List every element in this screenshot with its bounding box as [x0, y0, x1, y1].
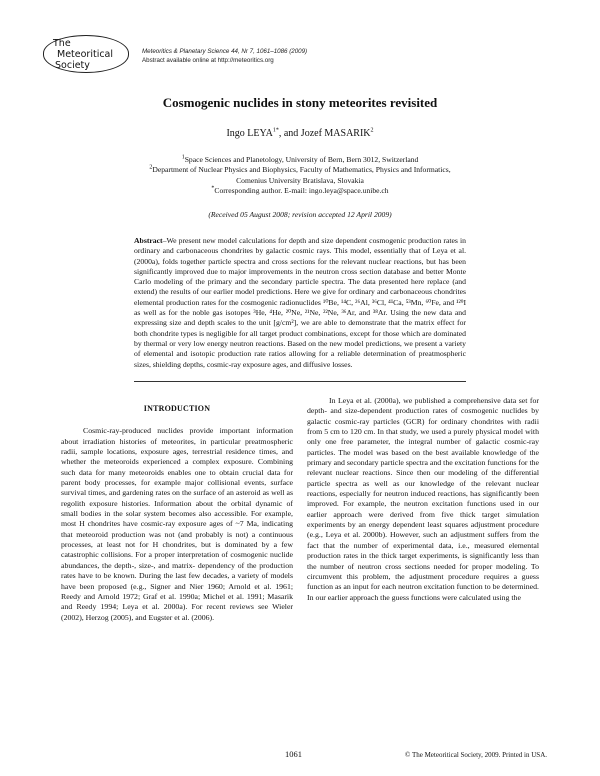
- abstract-line: and better Monte Carlo modeling of the primary and the secondary particle spectra. The data: [134, 266, 467, 287]
- paragraph: [61, 426, 293, 623]
- abstract-line: presented here replace (and extend) the results of our earlier model predictions. Here we give for: [134, 277, 466, 297]
- author-1: Ingo LEYA: [226, 128, 273, 139]
- society-logo: [43, 35, 129, 73]
- text-line: Reedy 1994; Leya et al. 2000a). For recent reviews see Wieler: [76, 602, 293, 612]
- text-line: been improved. For example, the neutron excitation functions: [307, 489, 540, 509]
- abstract-line: rates in ordinary and carbonaceous chondrites by galactic cosmic rays. This model, essentially that of: [134, 236, 467, 256]
- section-heading-introduction: INTRODUCTION: [143, 404, 211, 413]
- text-line: Arnold 1972; Graf et al. 1990a; Michel et al. 1991; Masarik and: [61, 591, 293, 612]
- text-line: number of experimental data, i.e., measured elemental: [353, 540, 539, 550]
- abstract-line: ¹⁰Be, ¹⁴C, ²⁶Al, ³⁶Cl, ⁴¹Ca, ⁵³Mn, ⁶⁰Fe, and ¹²⁹I as well as for the noble gas isotopes ³He, ⁴He, ²⁰Ne,: [134, 297, 467, 318]
- text-line: production was not (and probably is not) a continuous: [111, 529, 293, 539]
- text-line: particles. The model was based on the best available: [307, 447, 480, 457]
- text-line: earlier approach the guess functions were calculated using the: [327, 592, 521, 602]
- text-line: cosmogenic nuclide abundances, the depth-, size-, and matrix-: [61, 550, 294, 570]
- abstract: [134, 236, 466, 370]
- affiliation-2: Department of Nuclear Physics and Biophysics, Faculty of Mathematics, Physics and Informatics,: [152, 165, 451, 175]
- text-line: production rates in the thick target experiments, is: [307, 551, 468, 561]
- abstract-line: [g/cm²], we are able to demonstrate that the matrix effect for both chondrite types is negligible for all: [134, 318, 466, 338]
- abstract-line: cosmic-ray exposure ages, and diffusive losses.: [206, 359, 353, 369]
- paper-title: Cosmogenic nuclides in stony meteorites revisited: [162, 95, 438, 110]
- affiliation-1: Space Sciences and Planetology, University of Bern, Bern 3012, Switzerland: [184, 155, 419, 164]
- text-line: (2002), Herzog (2005), and Eugster et al. (2006).: [61, 612, 215, 622]
- abstract-line: –We present new model calculations for depth and size dependent cosmogenic production: [162, 236, 442, 245]
- authors: [0, 128, 600, 139]
- received-dates: (Received 05 August 2008; revision accepted 12 April 2009): [208, 210, 392, 219]
- text-line: particular preatmospheric radii, sample locations, exposure: [61, 436, 294, 457]
- text-line: squares adjustment procedure (e.g., Leya et al. 2000b).: [307, 520, 539, 540]
- affiliations: $^1$Space Sciences and Planetology, University of Bern, Bern 3012, Switzerland $^2$Department of Nuclear Physics and Biophysics, Faculty of Mathematics, Physics and Informatics, Comenius University Bratislava, Slovakia *Corresponding author. E-mail: ingo.leya@space.unibe.ch: [0, 155, 600, 197]
- text-line: study, we used a purely physical model with only one free: [307, 427, 539, 447]
- text-line: survival times, and gardening rates on the surface of an asteroid: [61, 488, 261, 498]
- abstract-line: production rate ratios allowing for a reliable determination of preatmospheric sizes, shielding depths,: [134, 349, 467, 369]
- abstract-line: ordinary and carbonaceous chondrites elemental production rates for the cosmogenic radionuclides: [134, 287, 467, 307]
- text-line: body processes, for example major collisional events, surface: [84, 478, 293, 488]
- text-line: the last few decades, a variety of models have been proposed: [61, 571, 293, 591]
- text-line: information about irradiation histories of meteorites, in: [61, 426, 294, 446]
- text-line: few catastrophic collisions. For a proper interpretation of: [61, 540, 293, 560]
- page-number: 1061: [285, 749, 302, 759]
- text-line: orbital dynamic of small bodies in the solar system becomes: [61, 498, 294, 519]
- text-line: dependency of the production rates have to be known. During: [61, 560, 293, 581]
- text-line: experienced a complex exposure. Combining such data for: [61, 457, 294, 477]
- corresponding-author: Corresponding author. E-mail: ingo.leya@space.unibe.ch: [214, 186, 389, 196]
- text-line: especially for neutron induced reactions, has significantly: [339, 489, 522, 499]
- text-line: cosmic-ray exposure ages of ~7 Ma, indicating that meteoroid: [61, 519, 294, 539]
- copyright: © The Meteoritical Society, 2009. Printed in USA.: [405, 751, 547, 759]
- text-line: data set for depth- and size-dependent production rates of: [307, 396, 540, 416]
- text-line: processes, at least not for H chondrites, but is dominated by a: [61, 540, 278, 550]
- text-line: However, such an adjustment suffers from the fact that the: [307, 530, 539, 550]
- abstract-line: target product combinations, except for those which are dominated by thermal or very low energy: [134, 328, 467, 348]
- journal-online: Abstract available online at http://meteoritics.org: [142, 57, 274, 64]
- abstract-label: Abstract: [134, 236, 163, 245]
- journal-header: [142, 47, 307, 65]
- logo-line: The: [53, 38, 71, 49]
- abstract-line: but has been significantly improved due to major improvements in the neutron cross section database: [134, 256, 466, 276]
- text-line: ages, terrestrial residence times, and whether the meteoroids: [61, 447, 293, 467]
- text-line: significantly less than the number of neutron cross sections: [307, 551, 540, 571]
- text-line: knowledge of the primary and secondary particle spectra and: [307, 447, 539, 468]
- text-line: In Leya et al. (2000a), we published a comprehensive: [329, 396, 501, 405]
- abstract-line: ²¹Ne, ²²Ne, ³⁶Ar, and ³⁸Ar. Using the new data and expressing size and depth scales to the unit: [134, 308, 466, 328]
- text-line: many meteoroids enables one to obtain crucial data for parent: [61, 467, 293, 488]
- abstract-line: neutron reactions. Based on the new model predictions, we present a variety of elemental and isotopic: [134, 338, 466, 359]
- text-line: adjustment procedure requires a guess function as an input for: [307, 571, 539, 592]
- text-line: each neutron excitation function to be determined. In our: [307, 582, 539, 602]
- right-column: [307, 396, 539, 603]
- author-2-mark: 2: [370, 127, 374, 134]
- logo-line: Meteoritical: [57, 49, 114, 60]
- section-divider: [134, 381, 466, 382]
- left-column: [61, 404, 293, 623]
- text-line: cosmogenic nuclides by galactic cosmic-ray particles (GCR): [307, 406, 539, 426]
- text-line: well as our knowledge of the relevant nuclear reactions,: [307, 478, 539, 499]
- text-line: also accessible. For example, most H chondrites have: [61, 509, 293, 529]
- text-line: as well as regolith exposure histories. Information about the: [61, 488, 293, 508]
- text-line: used in our earlier approach were derived from five thick: [307, 499, 539, 519]
- author-separator: , and Jozef MASARIK: [278, 128, 371, 139]
- affiliation-2-cont: Comenius University Bratislava, Slovakia: [236, 175, 364, 185]
- text-line: Cosmic-ray-produced nuclides provide important: [83, 426, 250, 436]
- text-line: Since then our modeling of the differential particle spectra as: [307, 468, 539, 488]
- journal-citation: Meteoritics & Planetary Science 44, Nr 7, 1061–1086 (2009): [142, 48, 308, 55]
- text-line: target simulation experiments by an energy dependent least: [307, 509, 539, 530]
- text-line: parameter, the integral number of galactic cosmic-ray: [357, 437, 539, 447]
- paragraph: [307, 396, 539, 603]
- text-line: (e.g., Signer and Nier 1960; Arnold et al. 1961; Reedy and: [61, 581, 294, 601]
- abstract-line: Leya et al. (2000a), folds together particle spectra and cross sections for the relevant nuclear reactions,: [134, 246, 467, 266]
- text-line: needed for proper modeling. To circumvent this problem, the: [307, 561, 540, 581]
- text-line: for ordinary chondrites with radii from 5 cm to 120 cm. In that: [307, 416, 539, 437]
- text-line: the excitation functions for the relevant nuclear reactions.: [307, 458, 539, 478]
- logo-line: Society: [55, 60, 90, 71]
- author-1-mark: 1*: [272, 127, 279, 134]
